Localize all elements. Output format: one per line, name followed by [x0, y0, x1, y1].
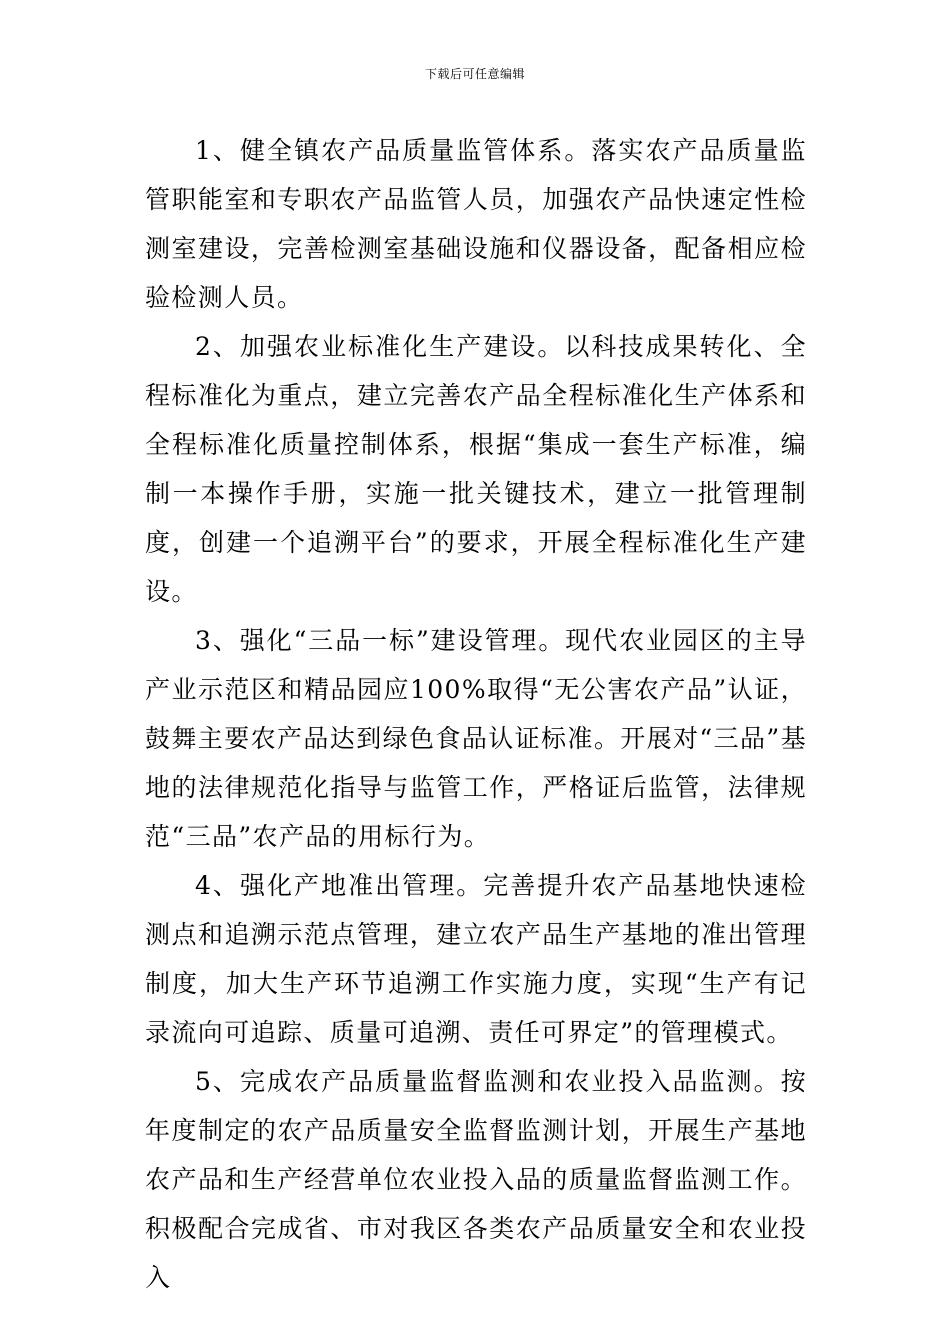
- paragraph-1: 1、健全镇农产品质量监管体系。落实农产品质量监管职能室和专职农产品监管人员，加强农产品快速定性检测室建设，完善检测室基础设施和仪器设备，配备相应检验检测人员。: [145, 136, 807, 312]
- paragraph-2: 2、加强农业标准化生产建设。以科技成果转化、全程标准化为重点，建立完善农产品全程标准化生产体系和全程标准化质量控制体系，根据“集成一套生产标准，编制一本操作手册，实施一批关键技术，建立一批管理制度，创建一个追溯平台”的要求，开展全程标准化生产建设。: [145, 332, 807, 606]
- page-header-note: 下载后可任意编辑: [424, 67, 525, 81]
- paragraph-5: 5、完成农产品质量监督监测和农业投入品监测。按年度制定的农产品质量安全监督监测计划，开展生产基地农产品和生产经营单位农业投入品的质量监督监测工作。积极配合完成省、市对我区各类农产品质量安全和农业投入: [145, 1067, 807, 1292]
- document-body: [145, 126, 807, 1302]
- paragraph-4: 4、强化产地准出管理。完善提升农产品基地快速检测点和追溯示范点管理，建立农产品生产基地的准出管理制度，加大生产环节追溯工作实施力度，实现“生产有记录流向可追踪、质量可追溯、责任可界定”的管理模式。: [145, 871, 807, 1047]
- paragraph-3: 3、强化“三品一标”建设管理。现代农业园区的主导产业示范区和精品园应100%取得“无公害农产品”认证，鼓舞主要农产品达到绿色食品认证标准。开展对“三品”基地的法律规范化指导与监管工作，严格证后监管，法律规范“三品”农产品的用标行为。: [145, 626, 807, 851]
